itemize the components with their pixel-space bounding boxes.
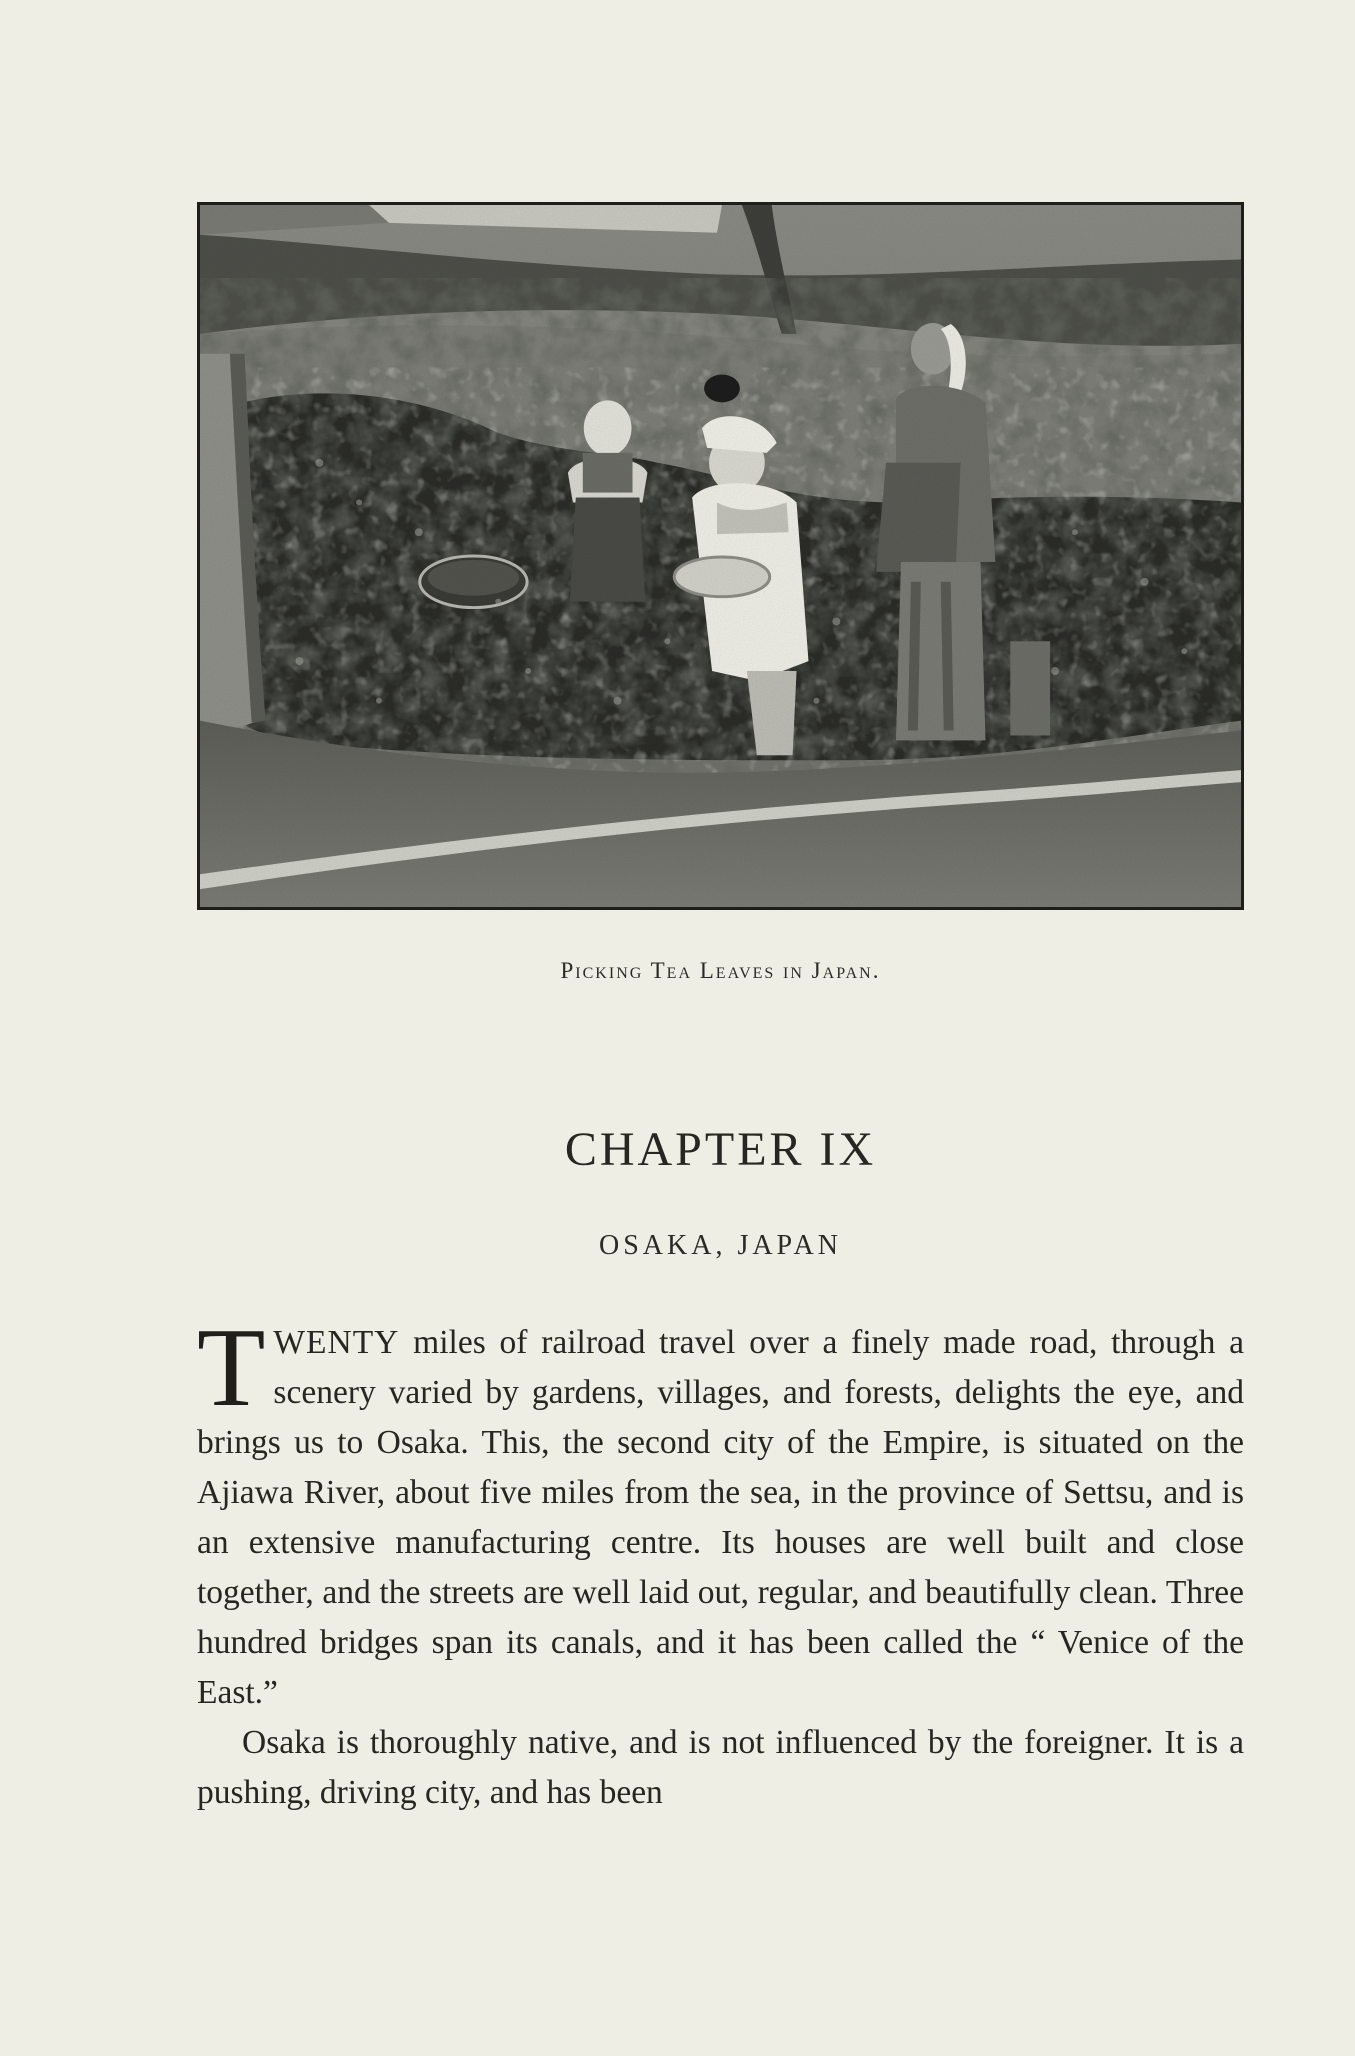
chapter-title: CHAPTER IX bbox=[564, 1123, 877, 1176]
chapter-body bbox=[197, 1306, 1244, 1818]
paragraph-2-text: Osaka is thoroughly native, and is not influenced by the foreigner. It is a pushing, driving city, and has been bbox=[197, 1724, 1244, 1811]
drop-cap: T bbox=[197, 1306, 266, 1430]
lead-word: WENTY bbox=[273, 1324, 400, 1361]
figure-caption: Picking Tea Leaves in Japan. bbox=[560, 958, 881, 983]
paragraph-1 bbox=[197, 1306, 1244, 1718]
paragraph-1-text: miles of railroad travel over a finely made road, through a scenery varied by gardens, villages, and forests, delights the eye, and brings us to Osaka. This, the second city of the Empire, is situated on the Ajiawa River, about five miles from the sea, in the province of Settsu, and is an extensive manufacturing centre. Its houses are well built and close together, and the streets are well laid out, regular, and beautifully clean. Three hundred bridges span its canals, and it has been called the “ Venice of the East.” bbox=[197, 1324, 1244, 1711]
paragraph-2 bbox=[197, 1718, 1244, 1818]
chapter-subtitle: OSAKA, JAPAN bbox=[598, 1230, 842, 1261]
tea-pickers-photograph bbox=[197, 202, 1244, 910]
